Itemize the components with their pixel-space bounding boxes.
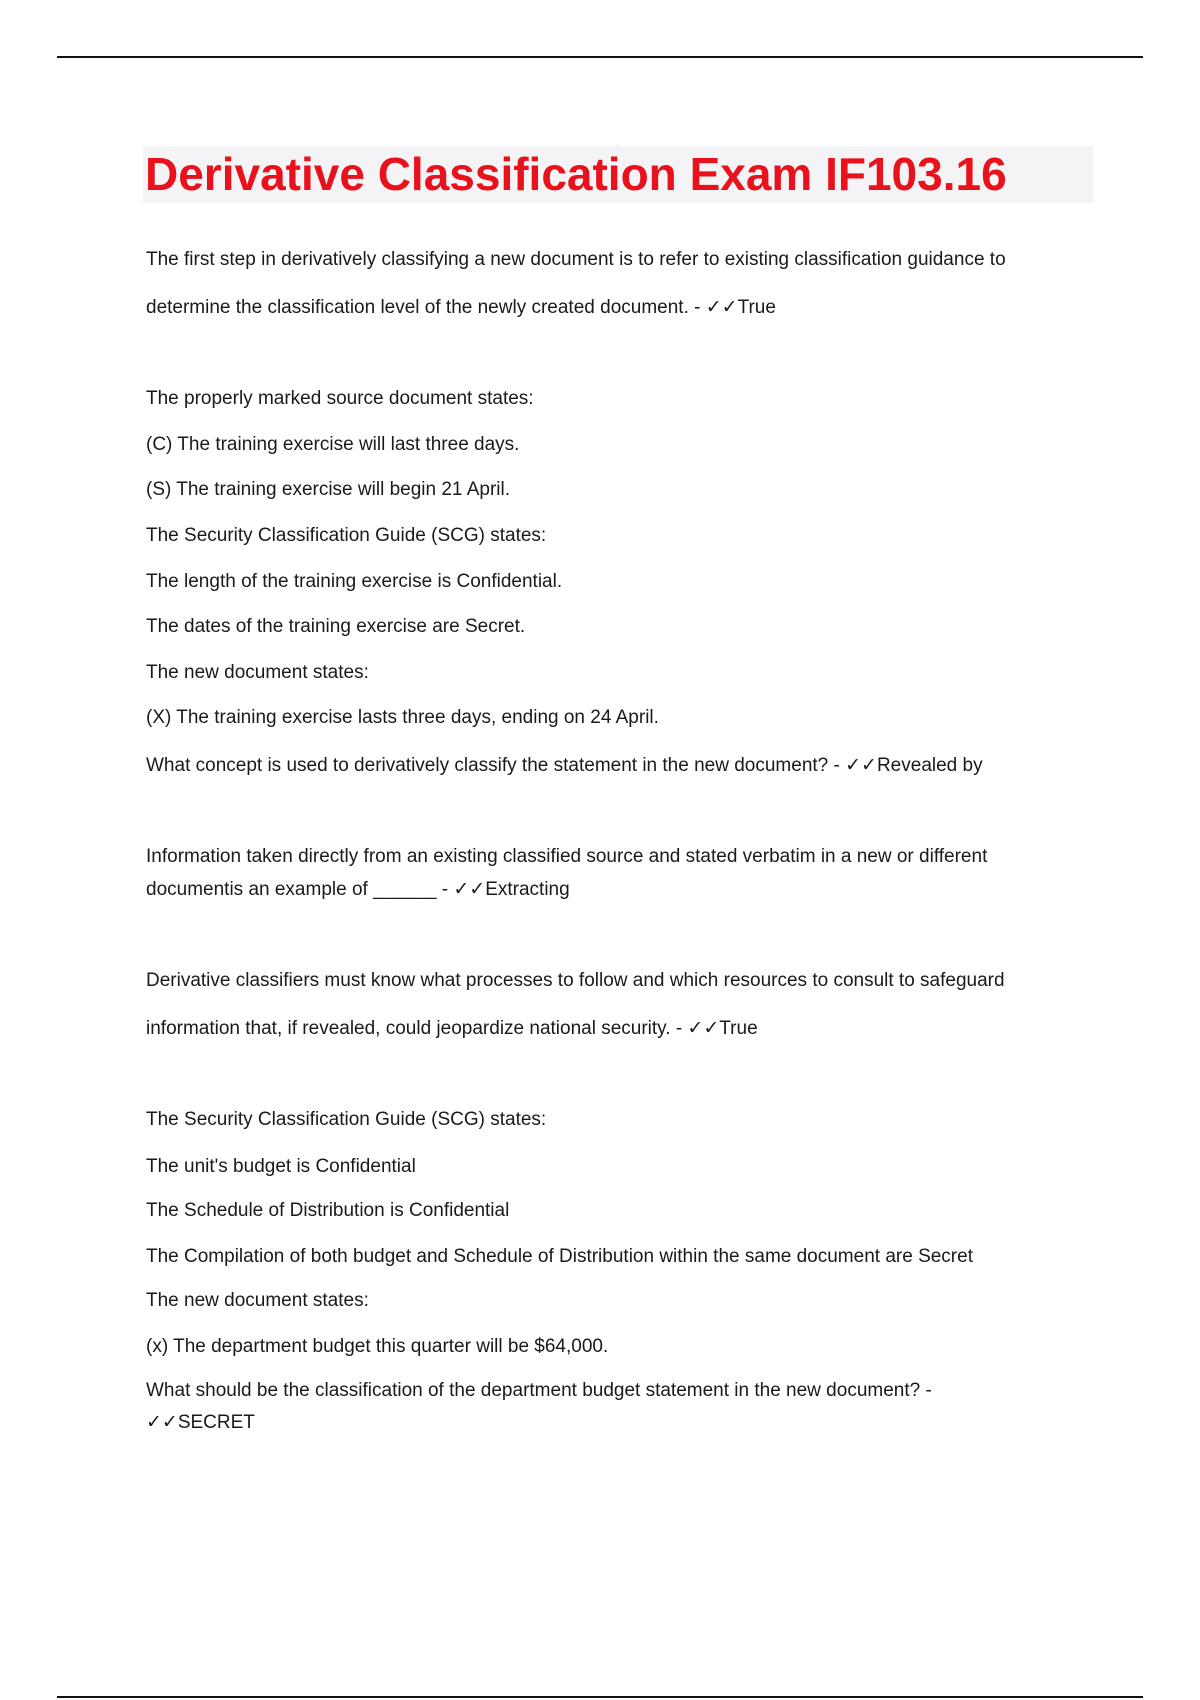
question-2-line-9: What concept is used to derivatively classify the statement in the new document? - ✓✓Revealed by xyxy=(146,755,983,776)
question-5-line-2: The unit's budget is Confidential xyxy=(146,1156,416,1177)
question-5-line-3: The Schedule of Distribution is Confidential xyxy=(146,1200,510,1221)
question-2-line-6: The dates of the training exercise are Secret. xyxy=(146,616,526,637)
question-5-line-4: The Compilation of both budget and Schedule of Distribution within the same document are Secret xyxy=(146,1246,973,1267)
question-5-line-7: What should be the classification of the department budget statement in the new document? - xyxy=(146,1380,932,1401)
question-5-line-8: ✓✓SECRET xyxy=(146,1412,255,1433)
question-2-line-4: The Security Classification Guide (SCG) states: xyxy=(146,525,547,546)
question-2-line-8: (X) The training exercise lasts three days, ending on 24 April. xyxy=(146,707,659,728)
question-3-line-1: Information taken directly from an existing classified source and stated verbatim in a new or different xyxy=(146,846,988,867)
question-1-line-1: The first step in derivatively classifying a new document is to refer to existing classification guidance to xyxy=(146,249,1006,270)
question-2-line-5: The length of the training exercise is Confidential. xyxy=(146,571,563,592)
question-2-line-2: (C) The training exercise will last three days. xyxy=(146,434,520,455)
question-5-line-6: (x) The department budget this quarter will be $64,000. xyxy=(146,1336,609,1357)
question-3-line-2: documentis an example of ______ - ✓✓Extracting xyxy=(146,879,570,900)
question-4-line-2: information that, if revealed, could jeopardize national security. - ✓✓True xyxy=(146,1018,758,1039)
header-rule xyxy=(57,56,1143,58)
question-2-line-7: The new document states: xyxy=(146,662,369,683)
question-5-line-5: The new document states: xyxy=(146,1290,369,1311)
footer-rule xyxy=(57,1696,1143,1698)
question-2-line-1: The properly marked source document states: xyxy=(146,388,534,409)
question-4-line-1: Derivative classifiers must know what processes to follow and which resources to consult to safeguard xyxy=(146,970,1005,991)
question-5-line-1: The Security Classification Guide (SCG) states: xyxy=(146,1109,547,1130)
question-1-line-2: determine the classification level of the newly created document. - ✓✓True xyxy=(146,297,776,318)
question-2-line-3: (S) The training exercise will begin 21 April. xyxy=(146,479,510,500)
document-title: Derivative Classification Exam IF103.16 xyxy=(145,148,1007,200)
